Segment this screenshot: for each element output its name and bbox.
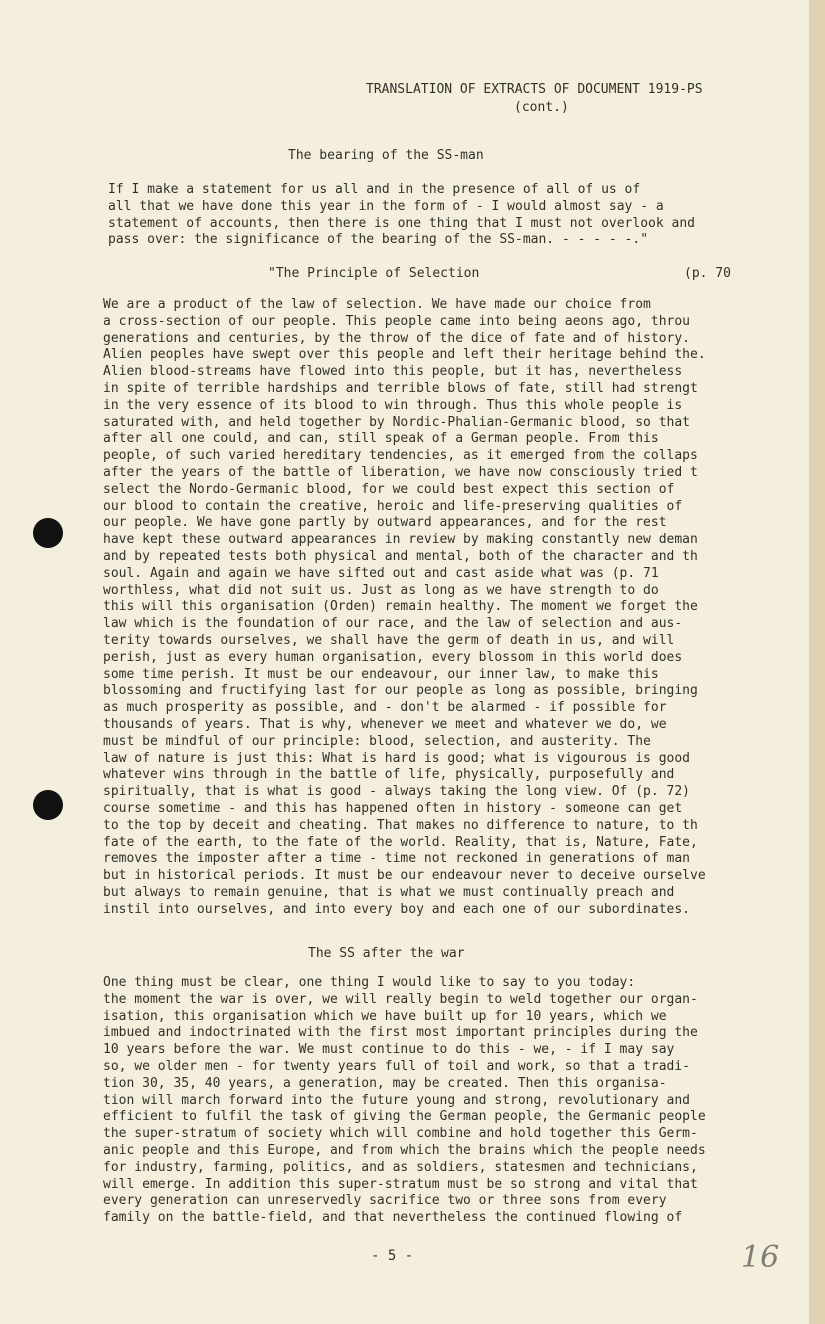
section-title-bearing: The bearing of the SS-man bbox=[288, 148, 484, 163]
punch-hole-top bbox=[33, 518, 63, 548]
text-line: generations and centuries, by the throw of the dice of fate and of history. bbox=[103, 330, 690, 346]
document-header bbox=[366, 81, 736, 117]
text-line: people, of such varied hereditary tendencies, as it emerged from the collaps bbox=[103, 448, 698, 464]
text-line: spiritually, that is what is good - always taking the long view. Of (p. 72) bbox=[103, 784, 690, 800]
text-line: our people. We have gone partly by outward appearances, and for the rest bbox=[103, 515, 667, 531]
text-line: fate of the earth, to the fate of the world. Reality, that is, Nature, Fate, bbox=[103, 834, 698, 850]
text-line: isation, this organisation which we have built up for 10 years, which we bbox=[103, 1008, 667, 1024]
text-line: in the very essence of its blood to win through. Thus this whole people is bbox=[103, 397, 683, 413]
text-line: thousands of years. That is why, whenever we meet and whatever we do, we bbox=[103, 716, 667, 732]
text-line: soul. Again and again we have sifted out and cast aside what was (p. 71 bbox=[103, 565, 659, 581]
text-line: 10 years before the war. We must continue to do this - we, - if I may say bbox=[103, 1042, 675, 1058]
paragraph-bearing bbox=[108, 182, 728, 249]
text-line: Alien peoples have swept over this people and left their heritage behind the. bbox=[103, 347, 706, 363]
text-line: select the Nordo-Germanic blood, for we could best expect this section of bbox=[103, 481, 675, 497]
text-line: after all one could, and can, still speak of a German people. From this bbox=[103, 431, 659, 447]
paragraph-ss-after-war bbox=[103, 975, 731, 1227]
text-line: all that we have done this year in the form of - I would almost say - a bbox=[108, 198, 664, 214]
text-line: after the years of the battle of liberation, we have now consciously tried t bbox=[103, 464, 698, 480]
text-line: in spite of terrible hardships and terrible blows of fate, still had strengt bbox=[103, 380, 698, 396]
text-line: tion will march forward into the future young and strong, revolutionary and bbox=[103, 1092, 690, 1108]
text-line: every generation can unreservedly sacrifice two or three sons from every bbox=[103, 1193, 667, 1209]
page-reference: (p. 70 bbox=[684, 266, 731, 281]
text-line: instil into ourselves, and into every boy and each one of our subordinates. bbox=[103, 901, 690, 917]
text-line: course sometime - and this has happened often in history - someone can get bbox=[103, 800, 683, 816]
text-line: for industry, farming, politics, and as soldiers, statesmen and technicians, bbox=[103, 1159, 698, 1175]
text-line: perish, just as every human organisation, every blossom in this world does bbox=[103, 649, 683, 665]
text-line: but always to remain genuine, that is what we must continually preach and bbox=[103, 884, 675, 900]
text-line: and by repeated tests both physical and mental, both of the character and th bbox=[103, 548, 698, 564]
text-line: whatever wins through in the battle of life, physically, purposefully and bbox=[103, 767, 675, 783]
text-line: imbued and indoctrinated with the first most important principles during the bbox=[103, 1025, 698, 1041]
text-line: We are a product of the law of selection. We have made our choice from bbox=[103, 297, 651, 312]
text-line: terity towards ourselves, we shall have the germ of death in us, and will bbox=[103, 632, 675, 648]
section-title-selection: "The Principle of Selection bbox=[268, 266, 480, 281]
text-line: but in historical periods. It must be our endeavour never to deceive ourselve bbox=[103, 868, 706, 884]
text-line: to the top by deceit and cheating. That makes no difference to nature, to th bbox=[103, 817, 698, 833]
text-line: must be mindful of our principle: blood, selection, and austerity. The bbox=[103, 733, 651, 749]
text-line: law of nature is just this: What is hard is good; what is vigourous is good bbox=[103, 750, 690, 766]
handwritten-number: 16 bbox=[741, 1240, 780, 1275]
header-title: TRANSLATION OF EXTRACTS OF DOCUMENT 1919-PS bbox=[366, 82, 703, 97]
text-line: some time perish. It must be our endeavour, our inner law, to make this bbox=[103, 666, 659, 682]
section-title-ss-after-war: The SS after the war bbox=[308, 946, 465, 961]
text-line: law which is the foundation of our race, and the law of selection and aus- bbox=[103, 616, 683, 632]
text-line: the moment the war is over, we will really begin to weld together our organ- bbox=[103, 991, 698, 1007]
text-line: so, we older men - for twenty years full of toil and work, so that a tradi- bbox=[103, 1058, 690, 1074]
page-edge bbox=[809, 0, 825, 1324]
text-line: saturated with, and held together by Nordic-Phalian-Germanic blood, so that bbox=[103, 414, 690, 430]
text-line: anic people and this Europe, and from which the brains which the people needs bbox=[103, 1142, 706, 1158]
text-line: family on the battle-field, and that nevertheless the continued flowing of bbox=[103, 1210, 683, 1226]
text-line: One thing must be clear, one thing I would like to say to you today: bbox=[103, 975, 636, 990]
text-line: pass over: the significance of the bearing of the SS-man. - - - - -." bbox=[108, 232, 649, 248]
text-line: our blood to contain the creative, heroic and life-preserving qualities of bbox=[103, 498, 683, 514]
text-line: have kept these outward appearances in review by making constantly new deman bbox=[103, 532, 698, 548]
header-subtitle: (cont.) bbox=[514, 100, 569, 115]
text-line: the super-stratum of society which will combine and hold together this Germ- bbox=[103, 1126, 698, 1142]
punch-hole-bottom bbox=[33, 790, 63, 820]
text-line: If I make a statement for us all and in the presence of all of us of bbox=[108, 182, 641, 197]
text-line: a cross-section of our people. This people came into being aeons ago, throu bbox=[103, 313, 690, 329]
text-line: statement of accounts, then there is one thing that I must not overlook and bbox=[108, 215, 695, 231]
text-line: worthless, what did not suit us. Just as long as we have strength to do bbox=[103, 582, 659, 598]
text-line: tion 30, 35, 40 years, a generation, may be created. Then this organisa- bbox=[103, 1075, 667, 1091]
text-line: removes the imposter after a time - time not reckoned in generations of man bbox=[103, 851, 690, 867]
paragraph-selection bbox=[103, 297, 731, 918]
text-line: blossoming and fructifying last for our people as long as possible, bringing bbox=[103, 683, 698, 699]
text-line: as much prosperity as possible, and - don't be alarmed - if possible for bbox=[103, 700, 667, 716]
text-line: this will this organisation (Orden) remain healthy. The moment we forget the bbox=[103, 599, 698, 615]
page-number: - 5 - bbox=[371, 1248, 414, 1264]
text-line: will emerge. In addition this super-stratum must be so strong and vital that bbox=[103, 1176, 698, 1192]
text-line: efficient to fulfil the task of giving the German people, the Germanic people bbox=[103, 1109, 706, 1125]
text-line: Alien blood-streams have flowed into this people, but it has, nevertheless bbox=[103, 364, 683, 380]
